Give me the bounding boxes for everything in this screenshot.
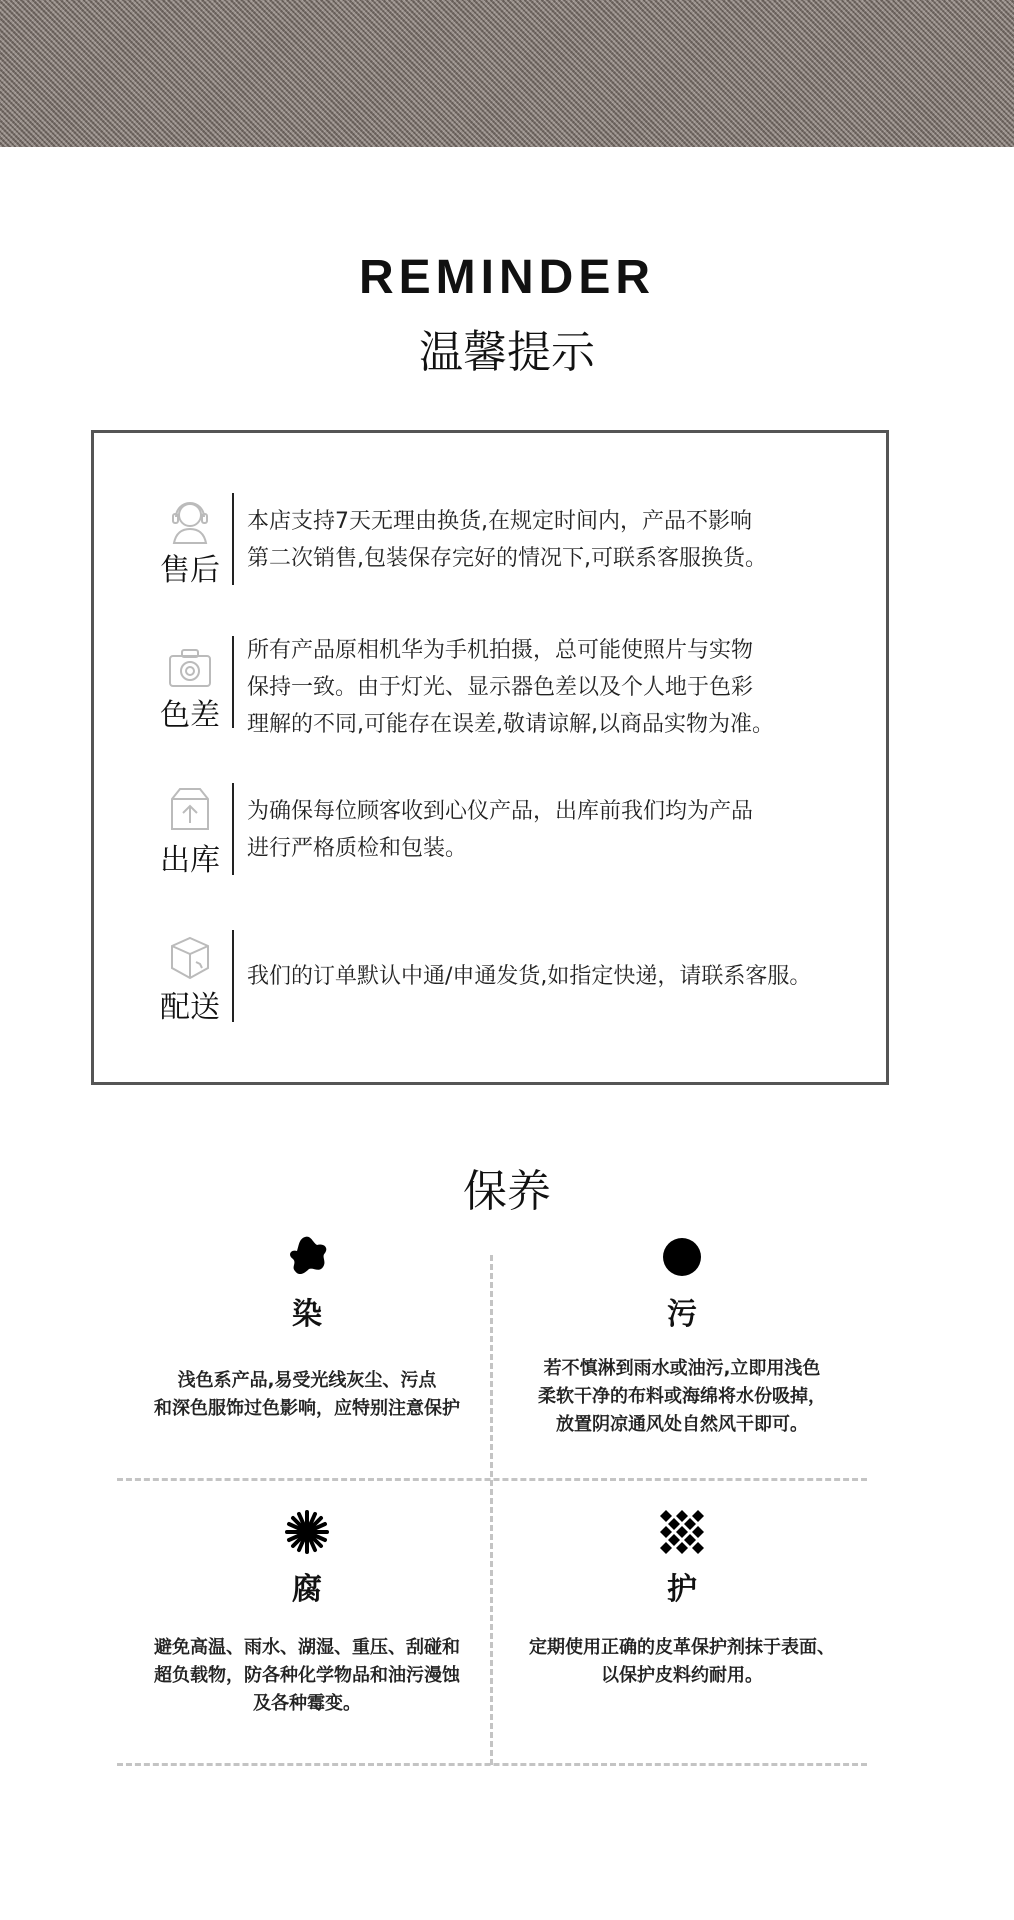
care-cell-text: 若不慎淋到雨水或油污,立即用浅色 柔软干净的布料或海绵将水份吸掉， 放置阴凉通风处自然风干即可。: [538, 1358, 826, 1435]
care-cell-text: 避免高温、雨水、湖湿、重压、刮碰和 超负载物，防各种化学物品和油污漫蚀 及各种霉变。: [154, 1637, 460, 1714]
care-cell-title: 护: [667, 1572, 697, 1607]
care-cell-protect: [492, 1508, 872, 1690]
package-out-icon: [164, 783, 216, 835]
starburst-icon: [283, 1508, 331, 1556]
care-cell-title: 污: [667, 1297, 697, 1332]
delivery-box-icon: [164, 932, 216, 984]
care-cell-stain: [117, 1233, 497, 1423]
reminder-text: 本店支持7天无理由换货,在规定时间内，产品不影响 第二次销售,包装保存完好的情况下,可联系客服换货。: [247, 509, 767, 571]
care-cell-title: 染: [292, 1297, 322, 1332]
grid-divider-bottom: [117, 1763, 867, 1766]
grid-divider-horizontal: [117, 1478, 867, 1481]
care-cell-dirt: [492, 1233, 872, 1439]
row-divider: [232, 493, 234, 585]
diamond-grid-icon: [658, 1508, 706, 1556]
reminder-label: 售后: [160, 553, 220, 588]
reminder-label: 配送: [160, 990, 220, 1025]
reminder-title-en: REMINDER: [358, 251, 655, 304]
reminder-item-color-difference: [94, 636, 886, 746]
reminder-item-outbound: [94, 783, 886, 883]
reminder-text: 为确保每位顾客收到心仪产品，出库前我们均为产品 进行严格质检和包装。: [247, 799, 754, 861]
reminder-item-after-sales: [94, 493, 886, 593]
reminder-title-cn: 温馨提示: [419, 327, 595, 378]
camera-icon: [164, 642, 216, 694]
care-cell-title: 腐: [292, 1572, 322, 1607]
reminder-text: 我们的订单默认中通/申通发货,如指定快递，请联系客服。: [247, 964, 812, 989]
row-divider: [232, 783, 234, 875]
reminder-item-delivery: [94, 930, 886, 1030]
row-divider: [232, 636, 234, 728]
care-cell-corrosion: [117, 1508, 497, 1718]
care-cell-text: 浅色系产品,易受光线灰尘、污点 和深色服饰过色影响，应特别注意保护: [154, 1370, 460, 1419]
row-divider: [232, 930, 234, 1022]
reminder-label: 出库: [160, 843, 220, 878]
reminder-label: 色差: [160, 698, 220, 733]
reminder-text: 所有产品原相机华为手机拍摄，总可能使照片与实物 保持一致。由于灯光、显示器色差以及个人地于色彩 理解的不同,可能存在误差,敬请谅解,以商品实物为准。: [247, 638, 774, 737]
reminder-box: [91, 430, 889, 1085]
dirt-dot-icon: [658, 1233, 706, 1281]
fabric-texture-banner: [0, 0, 1014, 147]
customer-service-icon: [164, 495, 216, 547]
care-title: 保养: [463, 1166, 551, 1217]
care-cell-text: 定期使用正确的皮革保护剂抹于表面、 以保护皮料约耐用。: [529, 1637, 835, 1686]
stain-splat-icon: [283, 1233, 331, 1281]
